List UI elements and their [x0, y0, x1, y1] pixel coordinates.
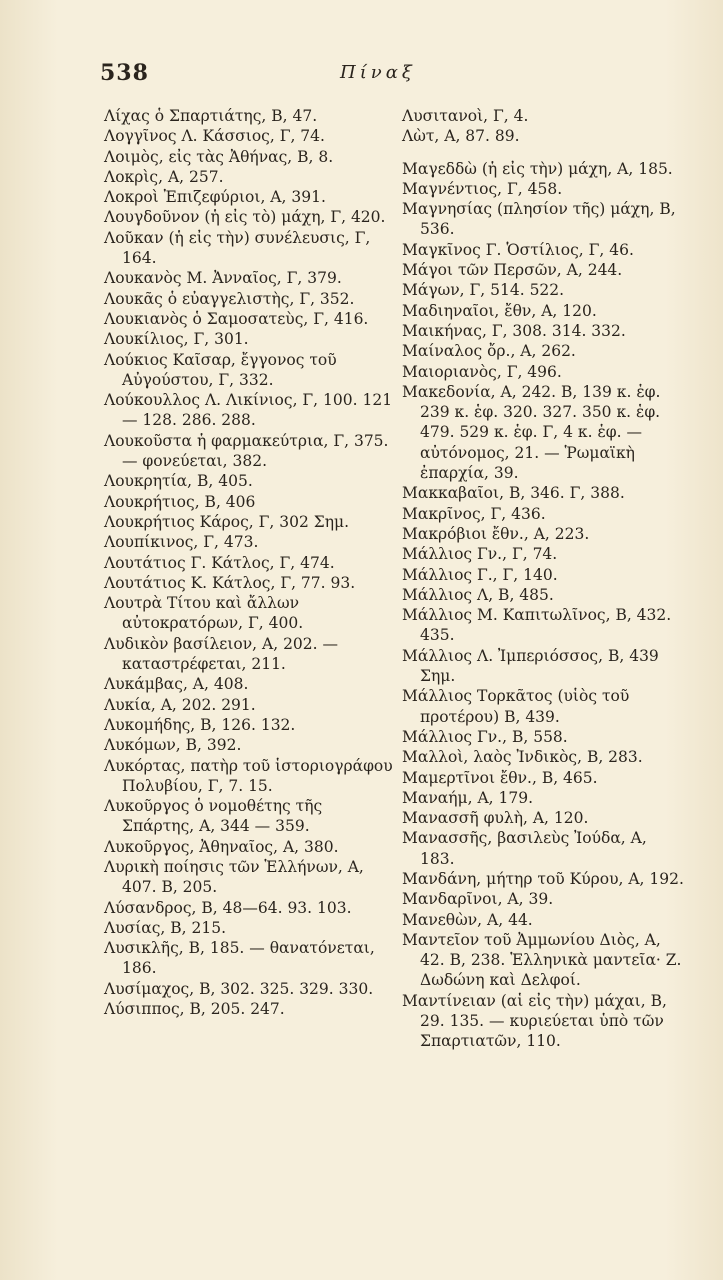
index-entry: Μάλλιος Λ. Ἰμπεριόσσος, Β, 439 Σημ.: [402, 646, 659, 686]
index-entry: Λουπίκινος, Γ, 473.: [104, 533, 259, 552]
index-entry: Λυκόμων, Β, 392.: [104, 736, 242, 755]
index-entry: Μανεθὼν, Α, 44.: [402, 910, 533, 929]
index-entry: Λυκοῦργος ὁ νομοθέτης τῆς Σπάρτης, Α, 344 — 359.: [104, 797, 323, 836]
index-entry: Λυδικὸν βασίλειον, Α, 202. — καταστρέφεται, 211.: [104, 634, 339, 674]
index-entry: Λίχας ὁ Σπαρτιάτης, Β, 47.: [104, 107, 318, 125]
index-entry: Μανδάνη, μήτηρ τοῦ Κύρου, Α, 192.: [402, 869, 684, 888]
index-entry: Λυκοῦργος, Ἀθηναῖος, Α, 380.: [104, 837, 339, 856]
index-entry: Λυκόρτας, πατὴρ τοῦ ἱστοριογράφου Πολυβίου, Γ, 7. 15.: [104, 756, 393, 795]
index-entry: Μανασσῆ φυλὴ, Α, 120.: [402, 809, 589, 828]
index-entry: Λυκομήδης, Β, 126. 132.: [104, 715, 296, 734]
index-entry: Λουκιανὸς ὁ Σαμοσατεὺς, Γ, 416.: [104, 309, 369, 328]
index-entry: Λουκρήτιος, Β, 406: [104, 492, 256, 511]
index-entry: Λυσίμαχος, Β, 302. 325. 329. 330.: [104, 979, 374, 998]
index-entry: Λοῦκαν (ἡ εἰς τὴν) συνέλευσις, Γ, 164.: [104, 228, 371, 268]
index-entry: Λούκουλλος Λ. Λικίνιος, Γ, 100. 121 — 128. 286. 288.: [104, 391, 393, 430]
index-entry: Λοκρὶς, Α, 257.: [104, 167, 224, 186]
index-entry: Μάλλιος Τορκᾶτος (υἱὸς τοῦ προτέρου) Β, 439.: [402, 687, 630, 726]
index-entry: Λυσιτανοὶ, Γ, 4.: [402, 107, 529, 125]
index-entry: Λοκροὶ Ἐπιζεφύριοι, Α, 391.: [104, 188, 326, 207]
index-entry: Λουγδοῦνον (ἡ εἰς τὸ) μάχη, Γ, 420.: [104, 208, 386, 227]
index-entry: Λούκιος Καῖσαρ, ἔγγονος τοῦ Αὐγούστου, Γ, 332.: [104, 350, 337, 389]
index-entry: Λουτάτιος Γ. Κάτλος, Γ, 474.: [104, 553, 335, 572]
index-entry: Λυκία, Α, 202. 291.: [104, 695, 256, 714]
index-entry: Μαίναλος ὄρ., Α, 262.: [402, 342, 576, 361]
index-entry: Λύσανδρος, Β, 48—64. 93. 103.: [104, 898, 352, 917]
index-entry: Μαναήμ, Α, 179.: [402, 788, 534, 807]
index-entry: Μαιοριανὸς, Γ, 496.: [402, 362, 562, 381]
index-entry: Μάλλιος Μ. Καπιτωλῖνος, Β, 432. 435.: [402, 606, 672, 645]
index-entry: Μακκαβαῖοι, Β, 346. Γ, 388.: [402, 484, 625, 503]
index-entry: Μάλλιος Γ., Γ, 140.: [402, 565, 558, 584]
index-entry: Λουκίλιος, Γ, 301.: [104, 330, 249, 349]
index-entry: Λοιμὸς, εἰς τὰς Ἀθήνας, Β, 8.: [104, 147, 334, 166]
index-entry: Λουκανὸς Μ. Ἀνναῖος, Γ, 379.: [104, 269, 342, 288]
index-entry: Μαμερτῖνοι ἔθν., Β, 465.: [402, 768, 598, 787]
index-entry: Μαδιηναῖοι, ἔθν, Α, 120.: [402, 301, 597, 320]
index-entry: Μανασσῆς, βασιλεὺς Ἰούδα, Α, 183.: [402, 829, 647, 868]
index-entry: Μαικήνας, Γ, 308. 314. 332.: [402, 321, 626, 340]
running-head: Πίναξ: [340, 62, 416, 83]
index-entry: Λουκοῦστα ἡ φαρμακεύτρια, Γ, 375. — φονεύεται, 382.: [104, 431, 389, 471]
index-entry: Λὼτ, Α, 87. 89.: [402, 127, 520, 146]
index-entry: Λουτρὰ Τίτου καὶ ἄλλων αὐτοκρατόρων, Γ, 400.: [104, 594, 304, 633]
index-entry: Μάλλιος Γν., Γ, 74.: [402, 545, 558, 564]
index-entry: Μαντίνειαν (αἱ εἰς τὴν) μάχαι, Β, 29. 135. — κυριεύεται ὑπὸ τῶν Σπαρτιατῶν, 110.: [402, 991, 667, 1051]
index-column-left: [104, 106, 394, 1019]
index-entry: Λουτάτιος Κ. Κάτλος, Γ, 77. 93.: [104, 573, 356, 592]
index-entry: Μαλλοὶ, λαὸς Ἰνδικὸς, Β, 283.: [402, 748, 643, 767]
index-entry: Μακεδονία, Α, 242. Β, 139 κ. ἑφ. 239 κ. ἑφ. 320. 327. 350 κ. ἑφ. 479. 529 κ. ἑφ. Γ, 4 κ. ἑφ. — αὐτόνομος, 21. — Ῥωμαϊκὴ ἐπαρχία, 39.: [402, 382, 661, 483]
index-entry: Μακρῖνος, Γ, 436.: [402, 504, 546, 523]
index-entry: Λουκᾶς ὁ εὐαγγελιστὴς, Γ, 352.: [104, 289, 355, 308]
index-entry: Μαγεδδὼ (ἡ εἰς τὴν) μάχη, Α, 185.: [402, 159, 673, 178]
index-entry: Λυρικὴ ποίησις τῶν Ἑλλήνων, Α, 407. Β, 205.: [104, 857, 364, 897]
index-entry: Λυσικλῆς, Β, 185. — θανατόνεται, 186.: [104, 939, 375, 978]
index-entry: Μαντεῖον τοῦ Ἀμμωνίου Διὸς, Α, 42. Β, 238. Ἑλληνικὰ μαντεῖα· Ζ. Δωδώνη καὶ Δελφοί.: [402, 930, 682, 990]
index-entry: Μακρόβιοι ἔθν., Α, 223.: [402, 524, 590, 543]
index-entry: Μάγων, Γ, 514. 522.: [402, 281, 565, 300]
index-entry: Μαγνέντιος, Γ, 458.: [402, 179, 563, 198]
index-entry: Λυκάμβας, Α, 408.: [104, 675, 249, 694]
index-entry: Λύσιππος, Β, 205. 247.: [104, 1000, 285, 1019]
page-number: 538: [100, 60, 149, 86]
index-entry: Λογγῖνος Λ. Κάσσιος, Γ, 74.: [104, 127, 325, 146]
index-entry: Λουκρήτιος Κάρος, Γ, 302 Σημ.: [104, 512, 350, 531]
index-entry: Μαγκῖνος Γ. Ὁστίλιος, Γ, 46.: [402, 240, 634, 259]
index-column-right: [402, 106, 684, 1052]
index-entry: Μανδαρῖνοι, Α, 39.: [402, 890, 554, 909]
index-entry: Μάλλιος Λ, Β, 485.: [402, 585, 554, 604]
index-entry: Μαγνησίας (πλησίον τῆς) μάχη, Β, 536.: [402, 200, 676, 239]
index-entry: Λουκρητία, Β, 405.: [104, 472, 253, 491]
index-entry: Μάλλιος Γν., Β, 558.: [402, 727, 568, 746]
index-entry: Λυσίας, Β, 215.: [104, 918, 227, 937]
index-entry: Μάγοι τῶν Περσῶν, Α, 244.: [402, 261, 623, 280]
